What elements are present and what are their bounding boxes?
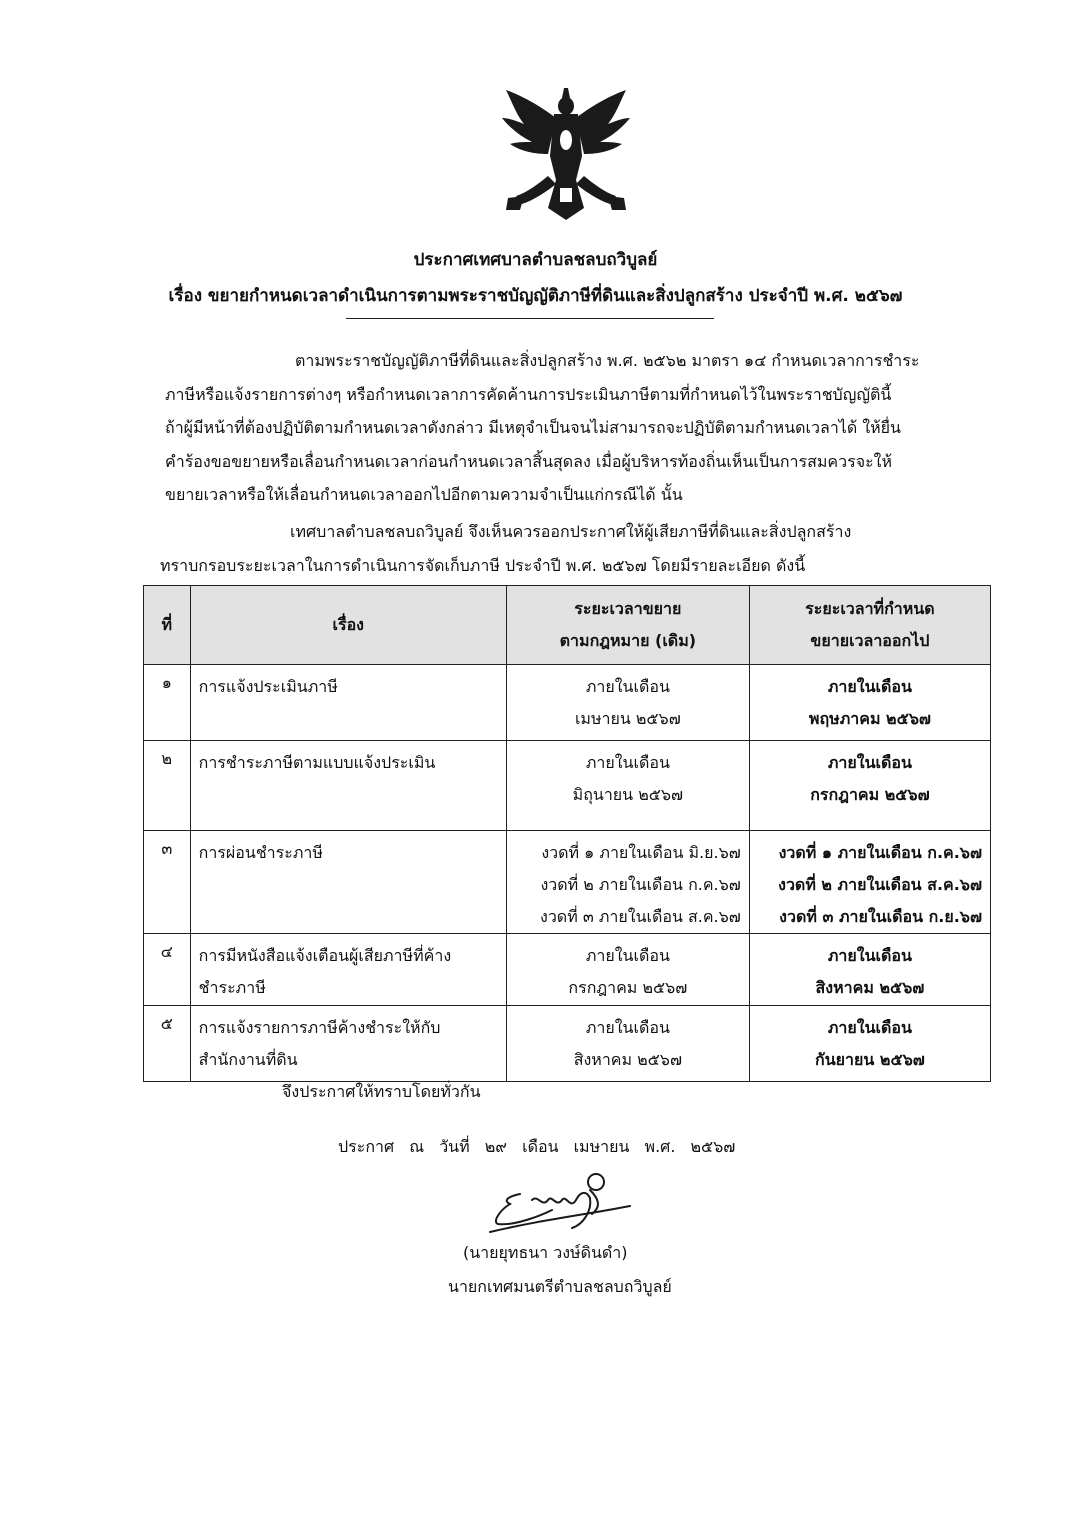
intro-paragraph <box>165 344 985 512</box>
intro-line: ภาษีหรือแจ้งรายการต่างๆ หรือกำหนดเวลาการคัดค้านการประเมินภาษีตามที่กำหนดไว้ในพระราชบัญญัตินี้ <box>165 384 892 404</box>
notice-line: ทราบกรอบระยะเวลาในการดำเนินการจัดเก็บภาษี ประจำปี พ.ศ. ๒๕๖๗ โดยมีรายละเอียด ดังนี้ <box>160 555 806 575</box>
table-row <box>144 741 991 831</box>
row-extended-period: ภายในเดือน พฤษภาคม ๒๕๖๗ <box>749 665 990 741</box>
header-extended-period: ระยะเวลาที่กำหนด ขยายเวลาออกไป <box>749 586 990 665</box>
row-law-period: ภายในเดือน สิงหาคม ๒๕๖๗ <box>506 1006 749 1082</box>
intro-line: ตามพระราชบัญญัติภาษีที่ดินและสิ่งปลูกสร้าง พ.ศ. ๒๕๖๒ มาตรา ๑๔ กำหนดเวลาการชำระ <box>295 351 920 370</box>
table-row <box>144 934 991 1006</box>
row-law-period: ภายในเดือน เมษายน ๒๕๖๗ <box>506 665 749 741</box>
announcement-date: ประกาศ ณ วันที่ ๒๙ เดือน เมษายน พ.ศ. ๒๕๖๗ <box>338 1137 736 1156</box>
row-subject: การแจ้งประเมินภาษี <box>190 665 506 741</box>
row-law-period: งวดที่ ๑ ภายในเดือน มิ.ย.๖๗ งวดที่ ๒ ภายในเดือน ก.ค.๖๗ งวดที่ ๓ ภายในเดือน ส.ค.๖๗ <box>506 831 749 934</box>
row-subject: การชำระภาษีตามแบบแจ้งประเมิน <box>190 741 506 831</box>
table-row <box>144 1006 991 1082</box>
schedule-table <box>143 585 991 1082</box>
garuda-emblem-icon <box>498 84 634 224</box>
row-law-period: ภายในเดือน กรกฎาคม ๒๕๖๗ <box>506 934 749 1006</box>
table-row <box>144 665 991 741</box>
row-no: ๔ <box>144 934 191 1006</box>
row-extended-period: งวดที่ ๑ ภายในเดือน ก.ค.๖๗ งวดที่ ๒ ภายในเดือน ส.ค.๖๗ งวดที่ ๓ ภายในเดือน ก.ย.๖๗ <box>749 831 990 934</box>
row-extended-period: ภายในเดือน กันยายน ๒๕๖๗ <box>749 1006 990 1082</box>
row-no: ๓ <box>144 831 191 934</box>
signatory-name: (นายยุทธนา วงษ์ดินดำ) <box>463 1243 628 1262</box>
row-no: ๑ <box>144 665 191 741</box>
notice-line: เทศบาลตำบลชลบถวิบูลย์ จึงเห็นควรออกประกาศให้ผู้เสียภาษีที่ดินและสิ่งปลูกสร้าง <box>290 522 852 541</box>
row-extended-period: ภายในเดือน กรกฎาคม ๒๕๖๗ <box>749 741 990 831</box>
row-no: ๕ <box>144 1006 191 1082</box>
row-subject: การผ่อนชำระภาษี <box>190 831 506 934</box>
signature-icon <box>480 1170 640 1250</box>
row-law-period: ภายในเดือน มิถุนายน ๒๕๖๗ <box>506 741 749 831</box>
intro-line: คำร้องขอขยายหรือเลื่อนกำหนดเวลาก่อนกำหนดเวลาสิ้นสุดลง เมื่อผู้บริหารท้องถิ่นเห็นเป็นการสมควรจะให้ <box>165 451 893 471</box>
header-law-period: ระยะเวลาขยาย ตามกฎหมาย (เดิม) <box>506 586 749 665</box>
table-row <box>144 831 991 934</box>
row-extended-period: ภายในเดือน สิงหาคม ๒๕๖๗ <box>749 934 990 1006</box>
table-header-row <box>144 586 991 665</box>
header-no: ที่ <box>144 586 191 665</box>
announcement-subject: เรื่อง ขยายกำหนดเวลาดำเนินการตามพระราชบัญญัติภาษีที่ดินและสิ่งปลูกสร้าง ประจำปี พ.ศ. ๒๕๖๗ <box>168 286 903 306</box>
row-subject: การแจ้งรายการภาษีค้างชำระให้กับ สำนักงานที่ดิน <box>190 1006 506 1082</box>
intro-line: ถ้าผู้มีหน้าที่ต้องปฏิบัติตามกำหนดเวลาดังกล่าว มีเหตุจำเป็นจนไม่สามารถจะปฏิบัติตามกำหนดเวลาได้ ให้ยื่น <box>165 418 901 437</box>
title-underline <box>346 318 714 319</box>
closing-statement: จึงประกาศให้ทราบโดยทั่วกัน <box>282 1082 481 1101</box>
header-subject: เรื่อง <box>190 586 506 665</box>
signatory-position: นายกเทศมนตรีตำบลชลบถวิบูลย์ <box>448 1277 672 1296</box>
intro-line: ขยายเวลาหรือให้เลื่อนกำหนดเวลาออกไปอีกตามความจำเป็นแก่กรณีได้ นั้น <box>165 485 683 504</box>
notice-paragraph <box>160 515 980 582</box>
announcement-issuer: ประกาศเทศบาลตำบลชลบถวิบูลย์ <box>413 250 658 270</box>
row-subject: การมีหนังสือแจ้งเตือนผู้เสียภาษีที่ค้าง ชำระภาษี <box>190 934 506 1006</box>
row-no: ๒ <box>144 741 191 831</box>
